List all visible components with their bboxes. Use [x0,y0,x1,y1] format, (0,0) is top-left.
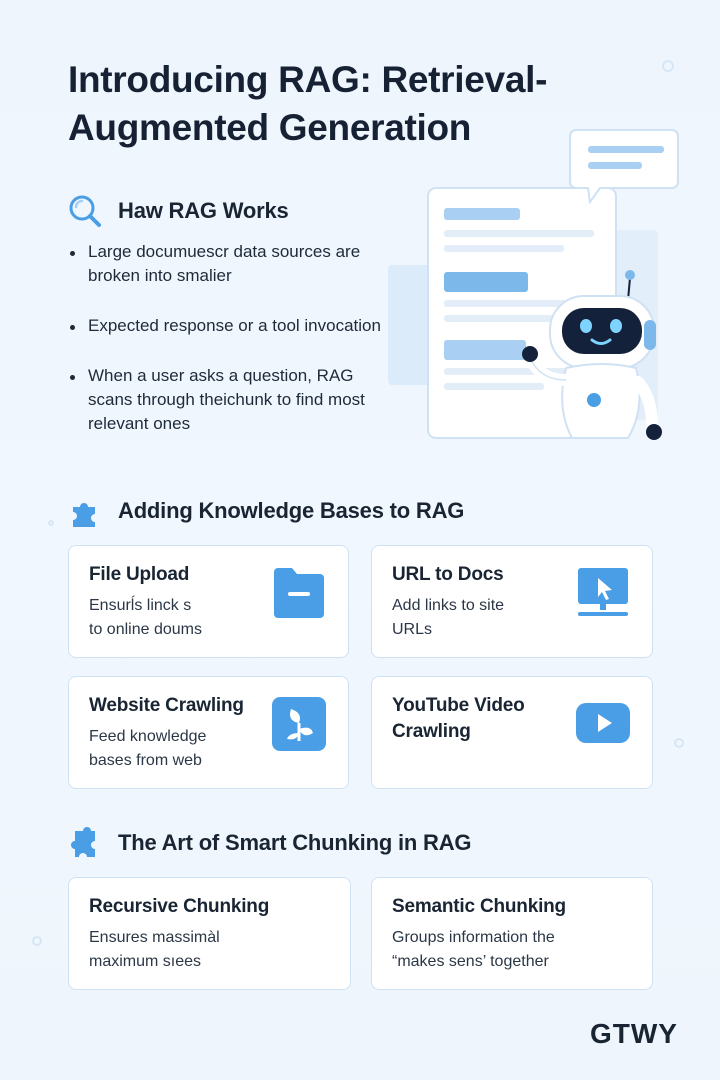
folder-icon [272,566,326,620]
card-description: Feed knowledge bases from web [89,728,207,769]
decorative-dot [32,936,42,946]
chunking-header [66,824,471,862]
magnifier-icon [66,192,104,230]
brand-logo: GTWY [590,1018,678,1049]
card-description: Groups information the “makes sens’ together [392,929,555,970]
semantic-chunking-card[interactable] [371,877,653,990]
section-heading: Adding Knowledge Bases to RAG [118,498,465,523]
section-heading: Haw RAG Works [118,198,289,223]
how-it-works-list [66,240,386,462]
list-item: Expected response or a tool invocation [66,314,386,338]
card-title: File Upload [89,564,190,585]
page-title: Introducing RAG: Retrieval-Augmented Generation [68,59,548,148]
card-title: Website Crawling [89,695,244,716]
puzzle-icon [66,824,104,862]
youtube-video-crawling-card[interactable] [371,676,653,789]
robot-document-illustration [380,120,700,460]
card-title: Recursive Chunking [89,896,270,917]
monitor-cursor-icon [576,566,630,620]
card-description: Ensurĺs linck s to online doums [89,597,202,638]
play-icon [576,697,630,751]
recursive-chunking-card[interactable] [68,877,351,990]
list-item: Large documuescr data sources are broken into smalier [66,240,386,288]
card-title: Semantic Chunking [392,896,566,917]
plant-icon [272,697,326,751]
card-title: YouTube Video Crawling [392,695,525,742]
decorative-dot [674,738,684,748]
section-heading: The Art of Smart Chunking in RAG [118,830,472,855]
card-description: Ensures massimàl maximum sıees [89,929,220,970]
file-upload-card[interactable] [68,545,349,658]
list-item: When a user asks a question, RAG scans through theichunk to find most relevant ones [66,364,386,436]
decorative-dot [662,60,674,72]
card-description: Add links to site URLs [392,597,505,638]
knowledge-bases-header [66,492,464,530]
how-it-works-header [66,192,289,230]
puzzle-icon [66,492,104,530]
decorative-dot [48,520,54,526]
url-to-docs-card[interactable] [371,545,653,658]
website-crawling-card[interactable] [68,676,349,789]
card-title: URL to Docs [392,564,504,585]
